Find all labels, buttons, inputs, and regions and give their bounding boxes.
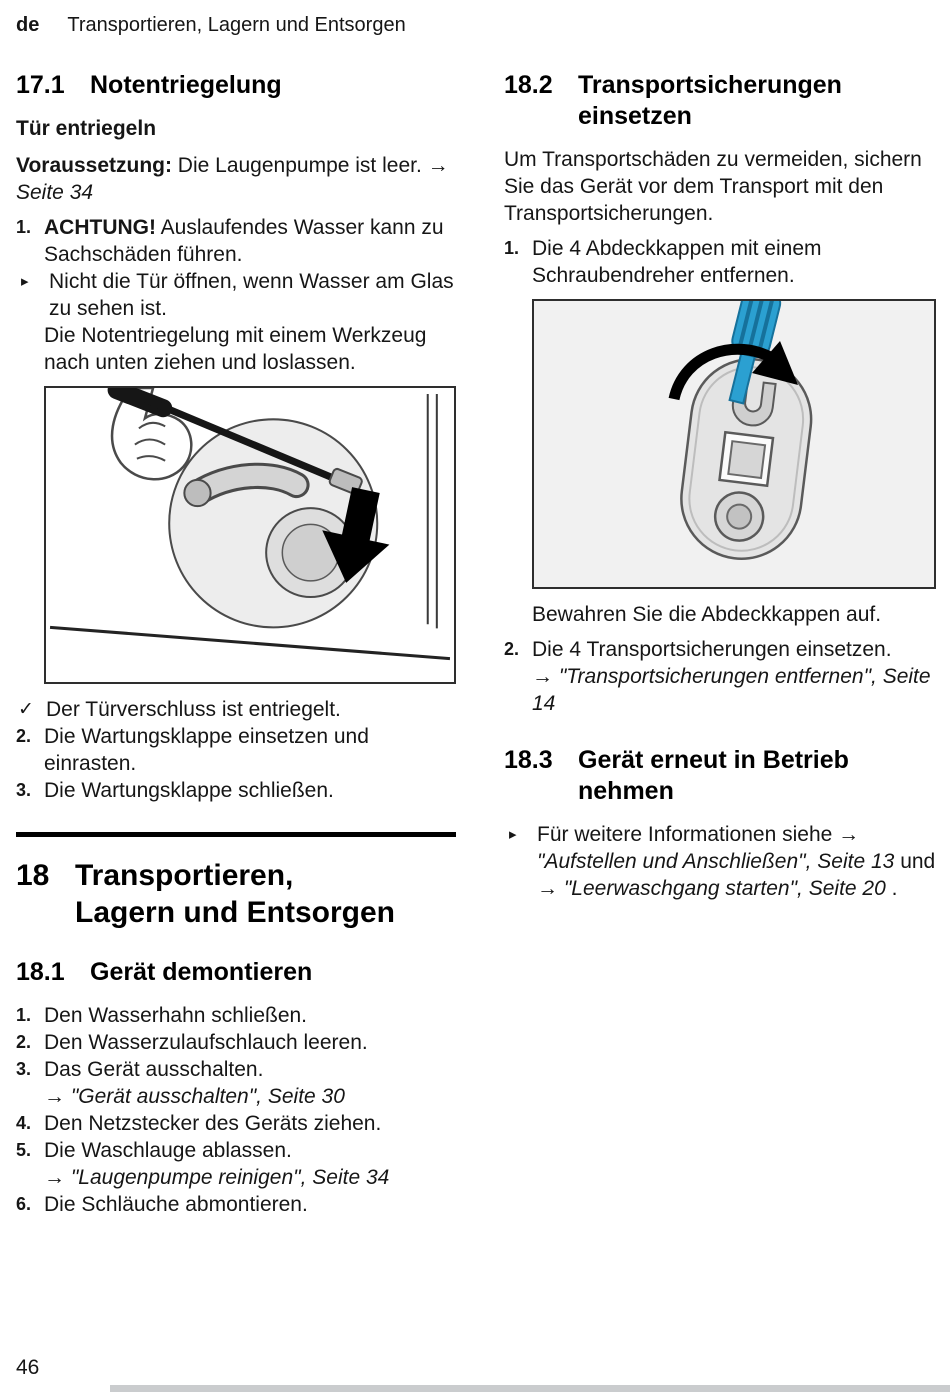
dismantle-step-5 — [16, 1137, 456, 1191]
section-17-1-number: 17.1 — [16, 71, 65, 99]
warning-instruction-text: Nicht die Tür öffnen, wenn Wasser am Glas zu sehen ist. — [49, 270, 454, 320]
section-18-2-title — [578, 70, 842, 132]
section-18-1-number: 18.1 — [16, 957, 65, 986]
step-3-number: 3. — [16, 779, 32, 800]
page-number: 46 — [16, 1356, 40, 1379]
section-18-3-title-line2: nehmen — [578, 777, 674, 805]
transport-intro: Um Transportschäden zu vermeiden, sichern Sie das Gerät vor dem Transport mit den Transportsicherungen. — [504, 148, 922, 225]
transport-lock-figure — [532, 299, 936, 589]
further-info-ref-2: → "Leerwaschgang starten", Seite 20 — [537, 877, 886, 900]
chapter-18-heading — [16, 857, 456, 931]
keep-caps-note: Bewahren Sie die Abdeckkappen auf. — [532, 603, 882, 626]
further-info-ref-1: → "Aufstellen und Anschließen", Seite 13 — [537, 823, 895, 873]
section-18-2-title-line2: einsetzen — [578, 102, 692, 130]
dismantle-step-5-number: 5. — [16, 1139, 32, 1160]
step-1-warning — [16, 214, 456, 268]
caps-step-1-text: Die 4 Abdeckkappen mit einem Schraubendreher entfernen. — [532, 237, 822, 287]
left-column — [16, 64, 456, 1218]
page-header — [16, 12, 936, 38]
dismantle-step-2 — [16, 1029, 456, 1056]
section-17-1-heading — [16, 70, 456, 101]
dismantle-step-6-text: Die Schläuche abmontieren. — [44, 1192, 308, 1216]
dismantle-step-3-number: 3. — [16, 1058, 32, 1079]
dismantle-step-3-body — [44, 1056, 456, 1110]
further-info-body — [537, 821, 936, 902]
checkmark-icon: ✓ — [18, 698, 34, 720]
dismantle-step-1 — [16, 1002, 456, 1029]
section-17-1-title: Notentriegelung — [90, 71, 282, 99]
running-chapter-title: Transportieren, Lagern und Entsorgen — [67, 14, 406, 36]
result-row — [16, 696, 456, 723]
dismantle-step-4 — [16, 1110, 456, 1137]
locks-step-2-ref: → "Transportsicherungen entfernen", Seite 14 — [532, 665, 931, 715]
further-info-text: Für weitere Informationen siehe — [537, 823, 839, 846]
section-18-1-title: Gerät demontieren — [90, 957, 313, 986]
prerequisite-page-ref: → Seite 34 — [16, 154, 449, 204]
section-18-3-number: 18.3 — [504, 746, 553, 774]
locks-step-2-number: 2. — [504, 639, 520, 659]
right-column — [504, 64, 936, 1218]
step-1-body — [44, 214, 456, 268]
section-18-3-title-line1: Gerät erneut in Betrieb — [578, 746, 849, 774]
dismantle-step-6-number: 6. — [16, 1193, 32, 1214]
locks-step-2-body — [532, 636, 936, 717]
triangle-bullet-icon: ▸ — [509, 826, 517, 843]
dismantle-step-5-ref: → "Laugenpumpe reinigen", Seite 34 — [44, 1165, 390, 1189]
caps-step-1-number: 1. — [504, 238, 520, 258]
dismantle-step-4-number: 4. — [16, 1112, 32, 1133]
chapter-18-number: 18 — [16, 858, 50, 892]
further-info-period: . — [891, 877, 898, 900]
prerequisite-label: Voraussetzung: — [16, 154, 172, 177]
dismantle-step-1-text: Den Wasserhahn schließen. — [44, 1003, 308, 1027]
further-info-conjunction: und — [900, 850, 936, 873]
door-unlock-subheading: Tür entriegeln — [16, 117, 157, 140]
dismantle-step-5-body — [44, 1137, 456, 1191]
step-3-flap-close — [16, 777, 456, 804]
dismantle-step-2-number: 2. — [16, 1031, 32, 1052]
prerequisite-text: Die Laugenpumpe ist leer. — [171, 154, 428, 177]
section-18-1-heading — [16, 957, 456, 988]
section-18-3-title — [578, 745, 849, 807]
dismantle-step-3 — [16, 1056, 456, 1110]
result-text: Der Türverschluss ist entriegelt. — [46, 697, 341, 721]
dismantle-step-4-text: Den Netzstecker des Geräts ziehen. — [44, 1111, 382, 1135]
step-3-text: Die Wartungsklappe schließen. — [44, 778, 334, 802]
transport-lock-illustration — [534, 301, 934, 587]
chapter-18-title — [75, 857, 395, 931]
step-2-flap-insert — [16, 723, 456, 777]
release-instruction: Die Notentriegelung mit einem Werkzeug nach unten ziehen und loslassen. — [44, 324, 427, 374]
page-edge-strip — [110, 1385, 950, 1392]
warning-text: Auslaufendes Wasser kann zu Sachschäden führen. — [44, 216, 444, 266]
emergency-release-figure — [44, 386, 456, 684]
chapter-divider — [16, 832, 456, 837]
chapter-18-title-line2: Lagern und Entsorgen — [75, 895, 396, 929]
dismantle-step-3-ref: → "Gerät ausschalten", Seite 30 — [44, 1084, 345, 1108]
section-18-3-heading — [504, 745, 936, 807]
dismantle-step-2-text: Den Wasserzulaufschlauch leeren. — [44, 1030, 368, 1054]
warning-keyword: ACHTUNG! — [44, 216, 156, 239]
step-1-number: 1. — [16, 217, 32, 237]
dismantle-step-6 — [16, 1191, 456, 1218]
dismantle-step-3-text: Das Gerät ausschalten. — [44, 1057, 264, 1081]
warning-instruction-row — [16, 268, 456, 322]
caps-step-1 — [504, 235, 936, 289]
emergency-release-illustration — [46, 388, 454, 682]
locks-step-2-text: Die 4 Transportsicherungen einsetzen. — [532, 638, 892, 661]
two-column-layout — [16, 64, 936, 1218]
triangle-bullet-icon: ▸ — [21, 273, 29, 290]
prerequisite-paragraph — [16, 152, 456, 206]
section-18-2-number: 18.2 — [504, 71, 553, 99]
section-18-2-heading — [504, 70, 936, 132]
locks-step-2 — [504, 636, 936, 717]
dismantle-step-1-number: 1. — [16, 1004, 32, 1025]
chapter-18-title-line1: Transportieren, — [75, 858, 294, 892]
step-2-text: Die Wartungsklappe einsetzen und einrasten. — [44, 724, 369, 775]
step-2-number: 2. — [16, 725, 32, 746]
section-18-2-title-line1: Transportsicherungen — [578, 71, 842, 99]
further-info-row — [504, 821, 936, 902]
language-tag: de — [16, 14, 40, 36]
dismantle-step-5-text: Die Waschlauge ablassen. — [44, 1138, 292, 1162]
